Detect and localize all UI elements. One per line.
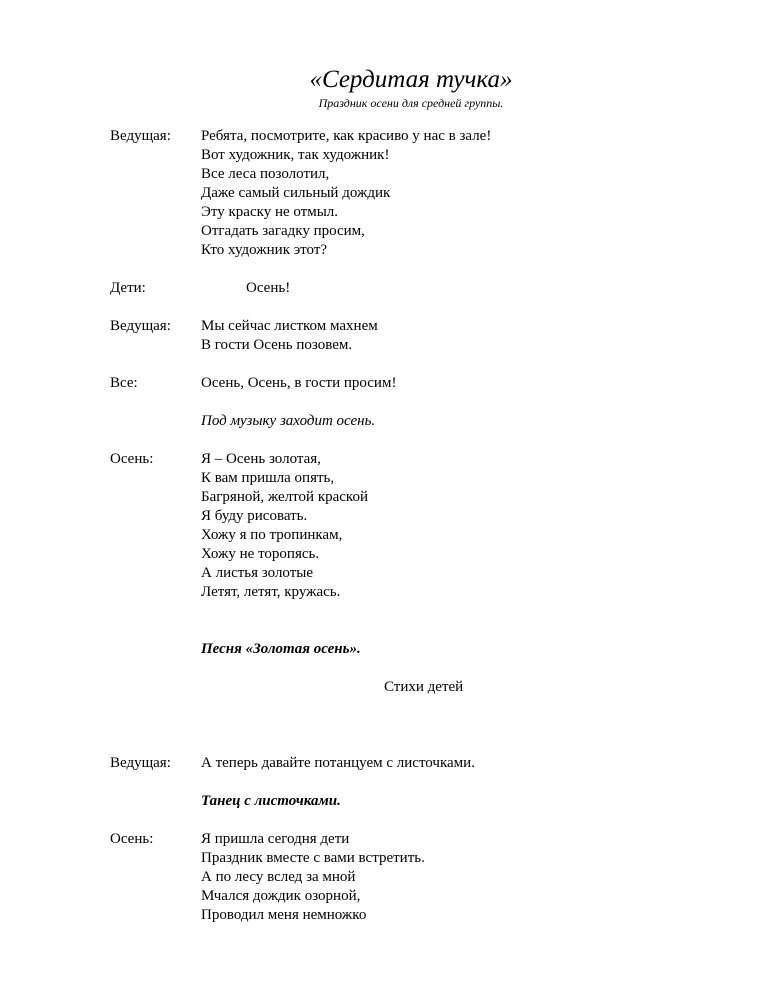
verse-line: Хожу не торопясь.: [201, 546, 320, 562]
verse-line: Багряной, желтой краской: [201, 489, 368, 505]
verse-line: Я пришла сегодня дети: [201, 831, 350, 847]
speaker-label: Ведущая:: [110, 128, 171, 144]
dance-heading: Танец с листочками.: [201, 793, 341, 809]
verse-line: Я – Осень золотая,: [201, 451, 321, 467]
verse-line: Эту краску не отмыл.: [201, 204, 339, 220]
verse-line: Кто художник этот?: [201, 242, 328, 258]
speaker-lines: [201, 317, 378, 355]
speaker-label: Осень:: [110, 451, 154, 467]
speaker-lines: [201, 374, 396, 393]
speaker-label: Все:: [110, 375, 138, 391]
verse-line: Осень, Осень, в гости просим!: [201, 375, 397, 391]
verse-line: Летят, летят, кружась.: [201, 584, 341, 600]
verse-line: Проводил меня немножко: [201, 907, 367, 923]
verse-line: А теперь давайте потанцуем с листочками.: [201, 755, 475, 771]
verse-line: Я буду рисовать.: [201, 508, 308, 524]
song-heading: Песня «Золотая осень».: [201, 641, 361, 657]
verse-line: К вам пришла опять,: [201, 470, 335, 486]
verse-line: В гости Осень позовем.: [201, 337, 353, 353]
poems-note: Стихи детей: [384, 679, 464, 695]
document-subtitle: Праздник осени для средней группы.: [318, 96, 504, 110]
verse-line: Мчался дождик озорной,: [201, 888, 361, 904]
verse-line: А по лесу вслед за мной: [201, 869, 356, 885]
speaker-label: Ведущая:: [110, 318, 171, 334]
speaker-lines: [201, 127, 491, 260]
verse-line: Отгадать загадку просим,: [201, 223, 365, 239]
document-title: «Сердитая тучка»: [309, 66, 513, 93]
children-answer: Осень!: [246, 280, 291, 296]
verse-line: Все леса позолотил,: [201, 166, 330, 182]
speaker-lines: [201, 450, 368, 602]
verse-line: А листья золотые: [201, 565, 314, 581]
verse-line: Ребята, посмотрите, как красиво у нас в зале!: [201, 128, 492, 144]
speaker-label: Ведущая:: [110, 755, 171, 771]
speaker-label: Дети:: [110, 280, 146, 296]
speaker-lines: [201, 754, 475, 773]
verse-line: Мы сейчас листком махнем: [201, 318, 378, 334]
speaker-label: Осень:: [110, 831, 154, 847]
speaker-lines: [201, 830, 425, 925]
verse-line: Праздник вместе с вами встретить.: [201, 850, 425, 866]
verse-line: Хожу я по тропинкам,: [201, 527, 343, 543]
stage-direction: Под музыку заходит осень.: [201, 413, 376, 429]
verse-line: Даже самый сильный дождик: [201, 185, 391, 201]
verse-line: Вот художник, так художник!: [201, 147, 390, 163]
